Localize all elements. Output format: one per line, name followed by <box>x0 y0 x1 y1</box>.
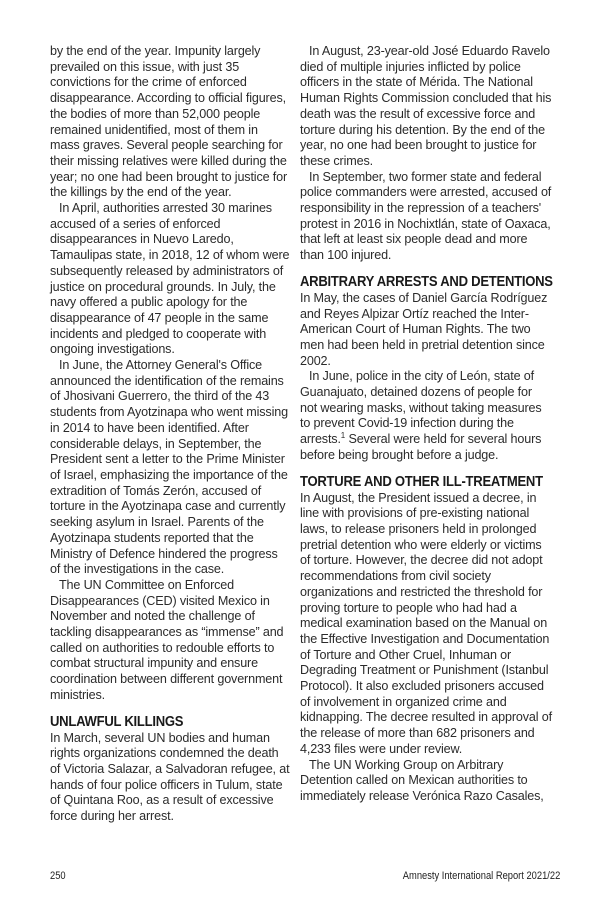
paragraph: The UN Committee on Enforced Disappearances (CED) visited Mexico in November and noted the challenge of tackling disappearances as “immense” and called on authorities to redouble efforts to combat structural impunity and ensure coordination between different government ministries. <box>50 577 284 702</box>
paragraph: In August, 23-year-old José Eduardo Ravelo died of multiple injuries inflicted by police officers in the state of Mérida. The National Human Rights Commission concluded that his death was the result of excessive force and torture during his detention. By the end of the year, no one had been brought to justice for these crimes. <box>300 44 552 168</box>
paragraph: The UN Working Group on Arbitrary Detention called on Mexican authorities to immediately release Verónica Razo Casales, <box>300 757 544 803</box>
running-footer-title: Amnesty International Report 2021/22 <box>402 870 560 882</box>
section-heading-torture: TORTURE AND OTHER ILL-TREATMENT <box>300 472 543 490</box>
paragraph-text: In June, police in the city of León, state of Guanajuato, detained dozens of people for not wearing masks, without taking measures to prevent Covid-19 infection during the arrests. <box>300 369 542 447</box>
paragraph: In March, several UN bodies and human rights organizations condemned the death of Victoria Salazar, a Salvadoran refugee, at hands of four police officers in Tulum, state of Quintana Roo, as a result of excessive force during her arrest. <box>50 730 290 824</box>
paragraph: In August, the President issued a decree, in line with provisions of pre-existing national laws, to release prisoners held in prolonged pretrial detention who were elderly or victims of torture. However, the decree did not adopt recommendations from civil society organizations and restricted the threshold for proving torture to people who had had a medical examination based on the Manual on the Effective Investigation and Documentation of Torture and Other Cruel, Inhuman or Degrading Treatment or Punishment (Istanbul Protocol). It also excluded prisoners accused of involvement in organized crime and kidnapping. The decree resulted in approval of the release of more than 682 prisoners and 4,233 files were under review. <box>300 490 552 756</box>
page-number: 250 <box>50 870 66 882</box>
paragraph-text: Several were held for several hours before being brought before a judge. <box>300 432 542 462</box>
paragraph <box>300 369 552 463</box>
section-heading-unlawful-killings: UNLAWFUL KILLINGS <box>50 712 184 730</box>
left-column <box>50 44 290 825</box>
footnote-reference[interactable]: 1 <box>340 430 346 440</box>
paragraph: In April, authorities arrested 30 marines accused of a series of enforced disappearances in Nuevo Laredo, Tamaulipas state, in 2018, 12 of whom were subsequently released by administrators of justice on procedural grounds. In July, the navy offered a public apology for the disappearance of 47 people in the same incidents and pledged to cooperate with ongoing investigations. <box>50 201 290 357</box>
paragraph: In May, the cases of Daniel García Rodríguez and Reyes Alpizar Ortíz reached the Inter-American Court of Human Rights. The two men had been held in pretrial detention since 2002. <box>300 290 548 368</box>
section-heading-arbitrary-arrests: ARBITRARY ARRESTS AND DETENTIONS <box>300 272 553 290</box>
paragraph: In September, two former state and federal police commanders were arrested, accused of responsibility in the repression of a teachers' protest in 2016 in Nochixtlán, state of Oaxaca, that left at least six people dead and more than 100 injured. <box>300 169 552 263</box>
paragraph: by the end of the year. Impunity largely prevailed on this issue, with just 35 convictions for the crime of enforced disappearance. According to official figures, the bodies of more than 52,000 people remained unidentified, most of them in mass graves. Several people searching for their missing relatives were killed during the year; no one had been brought to justice for the killings by the end of the year. <box>50 44 288 200</box>
paragraph: In June, the Attorney General's Office announced the identification of the remains of Jhosivani Guerrero, the third of the 43 students from Ayotzinapa who went missing in 2014 to have been identified. After considerable delays, in September, the President sent a letter to the Prime Minister of Israel, emphasizing the importance of the extradition of Tomás Zerón, accused of torture in the Ayotzinapa case and currently seeking asylum in Israel. Parents of the Ayotzinapa students reported that the Ministry of Defence hindered the progress of the investigations in the case. <box>50 358 288 577</box>
right-column <box>300 44 552 805</box>
